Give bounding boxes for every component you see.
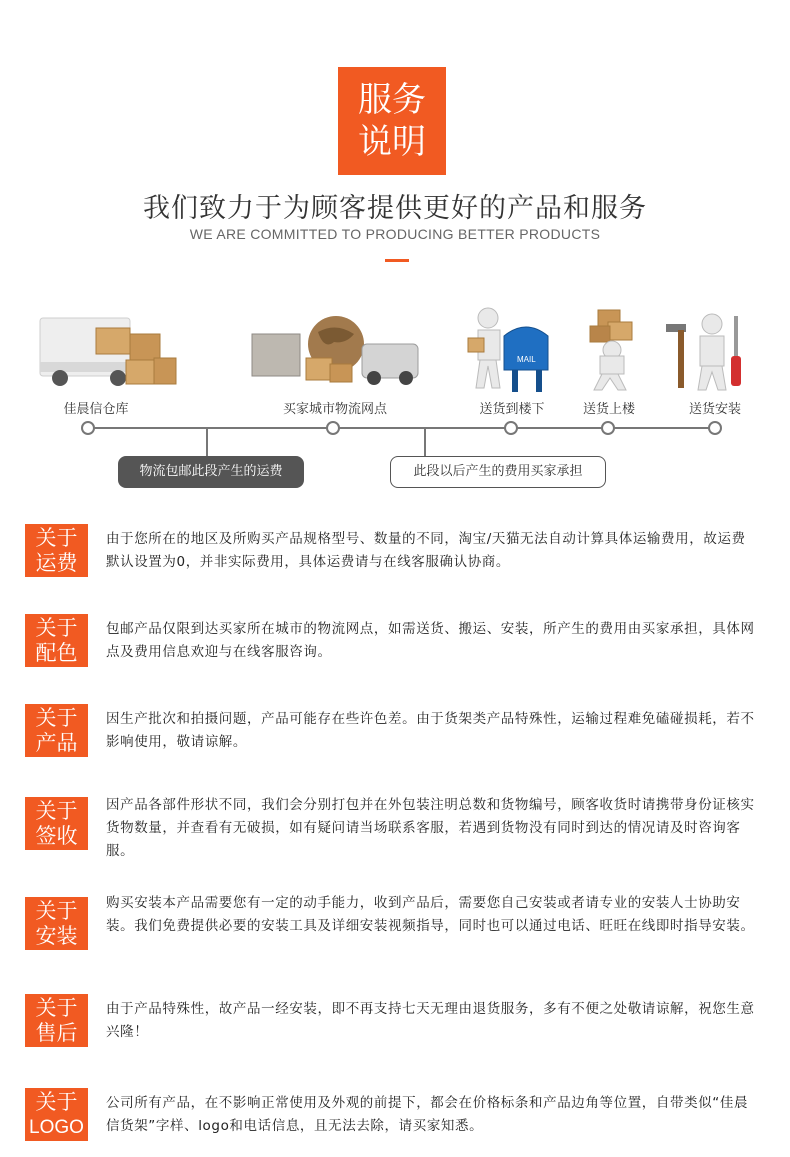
badge-line-2: 售后: [35, 1020, 78, 1045]
figure-carrying-boxes-icon: [582, 308, 644, 392]
badge-line-2: 运费: [35, 550, 78, 575]
badge-line-2: 签收: [35, 823, 78, 848]
figure-with-tools-icon: [664, 312, 750, 392]
step-label-install: 送货安装: [688, 402, 741, 417]
section-badge-color: [25, 614, 88, 667]
page-headline: 我们致力于为顾客提供更好的产品和服务: [143, 193, 647, 224]
section-text-product: 因生产批次和拍摄问题，产品可能存在些许色差。由于货架类产品特殊性，运输过程难免磕碰损耗，若不影响使用，敬请谅解。: [106, 711, 755, 750]
section-text-shipping: 由于您所在的地区及所购买产品规格型号、数量的不同，淘宝/天猫无法自动计算具体运输费用，故运费默认设置为0，并非实际费用，具体运费请与在线客服确认协商。: [106, 531, 746, 570]
mailbox-figure-icon: [466, 306, 554, 394]
globe-logistics-icon: [250, 314, 422, 388]
badge-line-1: 服务: [358, 80, 426, 120]
badge-line-2: 说明: [358, 122, 426, 162]
timeline-node: [601, 421, 615, 435]
badge-line-2: 安装: [35, 923, 78, 948]
section-badge-logo: [25, 1088, 88, 1141]
timeline-node: [81, 421, 95, 435]
section-text-color: 包邮产品仅限到达买家所在城市的物流网点，如需送货、搬运、安装，所产生的费用由买家承担，具体网点及费用信息欢迎与在线客服咨询。: [106, 621, 755, 660]
step-label-city-hub: 买家城市物流网点: [282, 402, 387, 417]
section-text-logo: 公司所有产品，在不影响正常使用及外观的前提下，都会在价格标条和产品边角等位置，自带类似“佳晨信货架”字样、logo和电话信息，且无法去除，请买家知悉。: [106, 1095, 749, 1134]
step-label-upstairs: 送货上楼: [582, 402, 635, 417]
badge-line-1: 关于: [35, 525, 78, 550]
section-text-after-sales: 由于产品特殊性，故产品一经安装，即不再支持七天无理由退货服务，多有不便之处敬请谅解，祝您生意兴隆！: [106, 1001, 755, 1040]
free-shipping-note: 物流包邮此段产生的运费: [118, 456, 304, 488]
timeline-connector: [206, 429, 208, 457]
badge-line-1: 关于: [35, 705, 78, 730]
badge-line-2: LOGO: [29, 1116, 84, 1138]
section-badge-signing: [25, 797, 88, 850]
section-text-install: 购买安装本产品需要您有一定的动手能力，收到产品后，需要您自己安装或者请专业的安装人士协助安装。我们免费提供必要的安装工具及详细安装视频指导，同时也可以通过电话、旺旺在线即时指导安装。: [106, 895, 755, 934]
badge-line-1: 关于: [35, 898, 78, 923]
step-label-downstairs: 送货到楼下: [479, 402, 545, 417]
timeline-track: [88, 427, 716, 429]
section-badge-after-sales: [25, 994, 88, 1047]
step-label-warehouse: 佳晨信仓库: [63, 402, 129, 417]
section-text-signing: 因产品各部件形状不同，我们会分别打包并在外包装注明总数和货物编号，顾客收货时请携带身份证核实货物数量，并查看有无破损，如有疑问请当场联系客服，若遇到货物没有同时到达的情况请及时咨询客服。: [106, 797, 755, 859]
timeline-node: [504, 421, 518, 435]
page-subline: WE ARE COMMITTED TO PRODUCING BETTER PRODUCTS: [189, 226, 601, 242]
badge-line-2: 产品: [35, 730, 78, 755]
timeline-node: [326, 421, 340, 435]
timeline-connector: [424, 429, 426, 457]
service-badge: [338, 67, 446, 175]
badge-line-1: 关于: [35, 995, 78, 1020]
delivery-truck-boxes-icon: [38, 312, 178, 394]
badge-line-1: 关于: [35, 798, 78, 823]
badge-line-2: 配色: [35, 640, 78, 665]
timeline-node: [708, 421, 722, 435]
svg-text:MAIL: MAIL: [517, 355, 536, 364]
section-badge-install: [25, 897, 88, 950]
section-badge-product: [25, 704, 88, 757]
buyer-cost-note: 此段以后产生的费用买家承担: [390, 456, 606, 488]
section-badge-shipping: [25, 524, 88, 577]
badge-line-1: 关于: [35, 615, 78, 640]
accent-divider: [385, 259, 409, 262]
badge-line-1: 关于: [35, 1089, 78, 1114]
